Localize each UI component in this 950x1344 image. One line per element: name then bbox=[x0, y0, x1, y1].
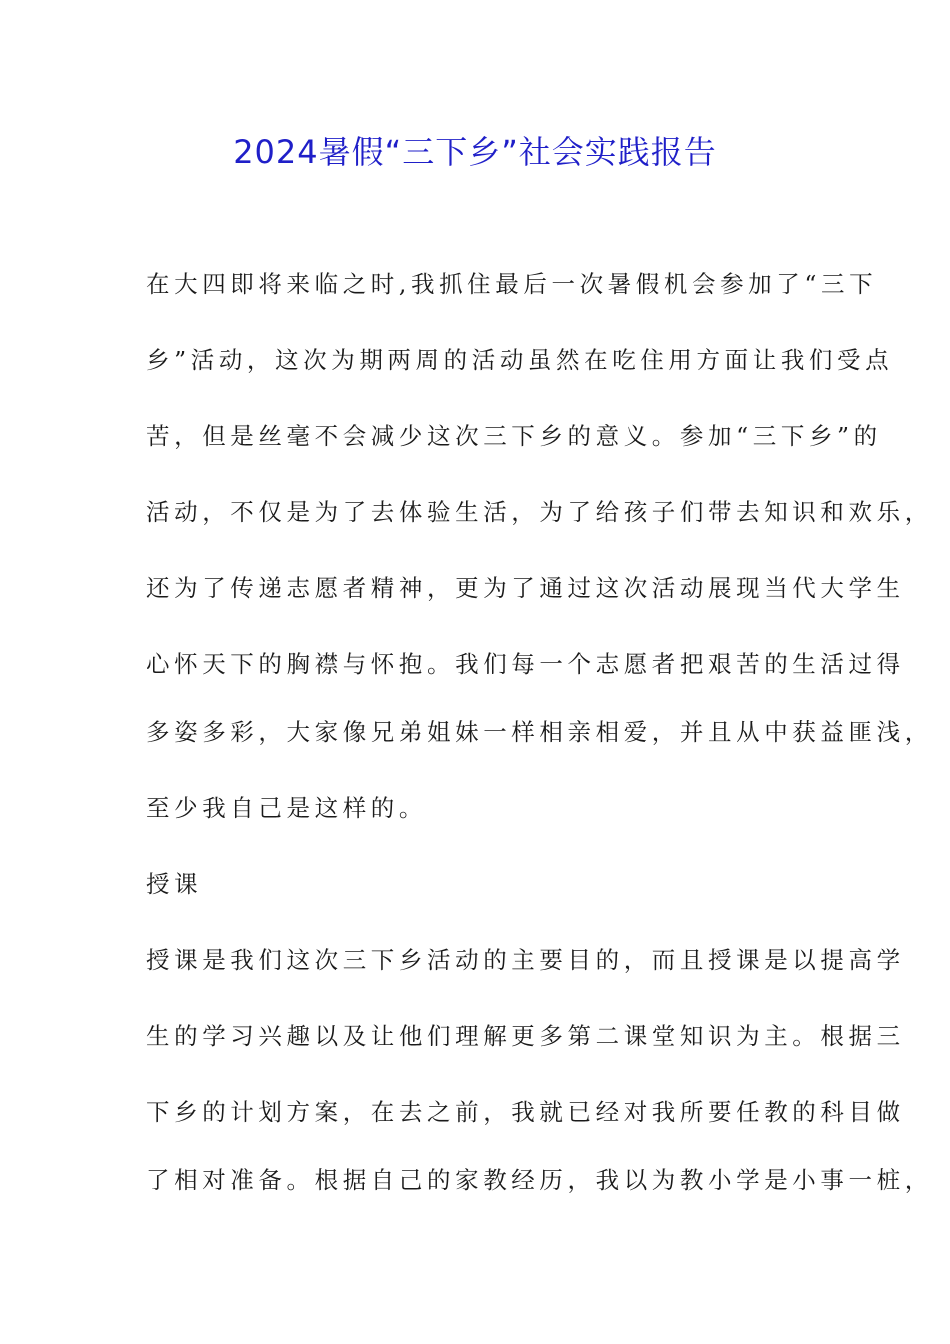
paragraph-line: 还为了传递志愿者精神，更为了通过这次活动展现当代大学生 bbox=[146, 574, 905, 602]
section-heading: 授课 bbox=[146, 870, 203, 898]
paragraph-line: 乡”活动，这次为期两周的活动虽然在吃住用方面让我们受点 bbox=[146, 346, 894, 374]
paragraph-line: 心怀天下的胸襟与怀抱。我们每一个志愿者把艰苦的生活过得 bbox=[146, 650, 905, 678]
paragraph-line: 至少我自己是这样的。 bbox=[146, 794, 427, 822]
paragraph-line: 苦，但是丝毫不会减少这次三下乡的意义。参加“三下乡”的 bbox=[146, 422, 882, 450]
paragraph-line: 生的学习兴趣以及让他们理解更多第二课堂知识为主。根据三 bbox=[146, 1022, 905, 1050]
paragraph-line: 授课是我们这次三下乡活动的主要目的，而且授课是以提高学 bbox=[146, 946, 905, 974]
paragraph-line: 下乡的计划方案，在去之前，我就已经对我所要任教的科目做 bbox=[146, 1098, 905, 1126]
paragraph-line: 活动，不仅是为了去体验生活，为了给孩子们带去知识和欢乐， bbox=[146, 498, 933, 526]
paragraph-line: 在大四即将来临之时,我抓住最后一次暑假机会参加了“三下 bbox=[146, 270, 878, 298]
document-title: 2024暑假“三下乡”社会实践报告 bbox=[233, 133, 717, 171]
paragraph-line: 了相对准备。根据自己的家教经历，我以为教小学是小事一桩， bbox=[146, 1166, 933, 1194]
paragraph-line: 多姿多彩，大家像兄弟姐妹一样相亲相爱，并且从中获益匪浅， bbox=[146, 718, 933, 746]
